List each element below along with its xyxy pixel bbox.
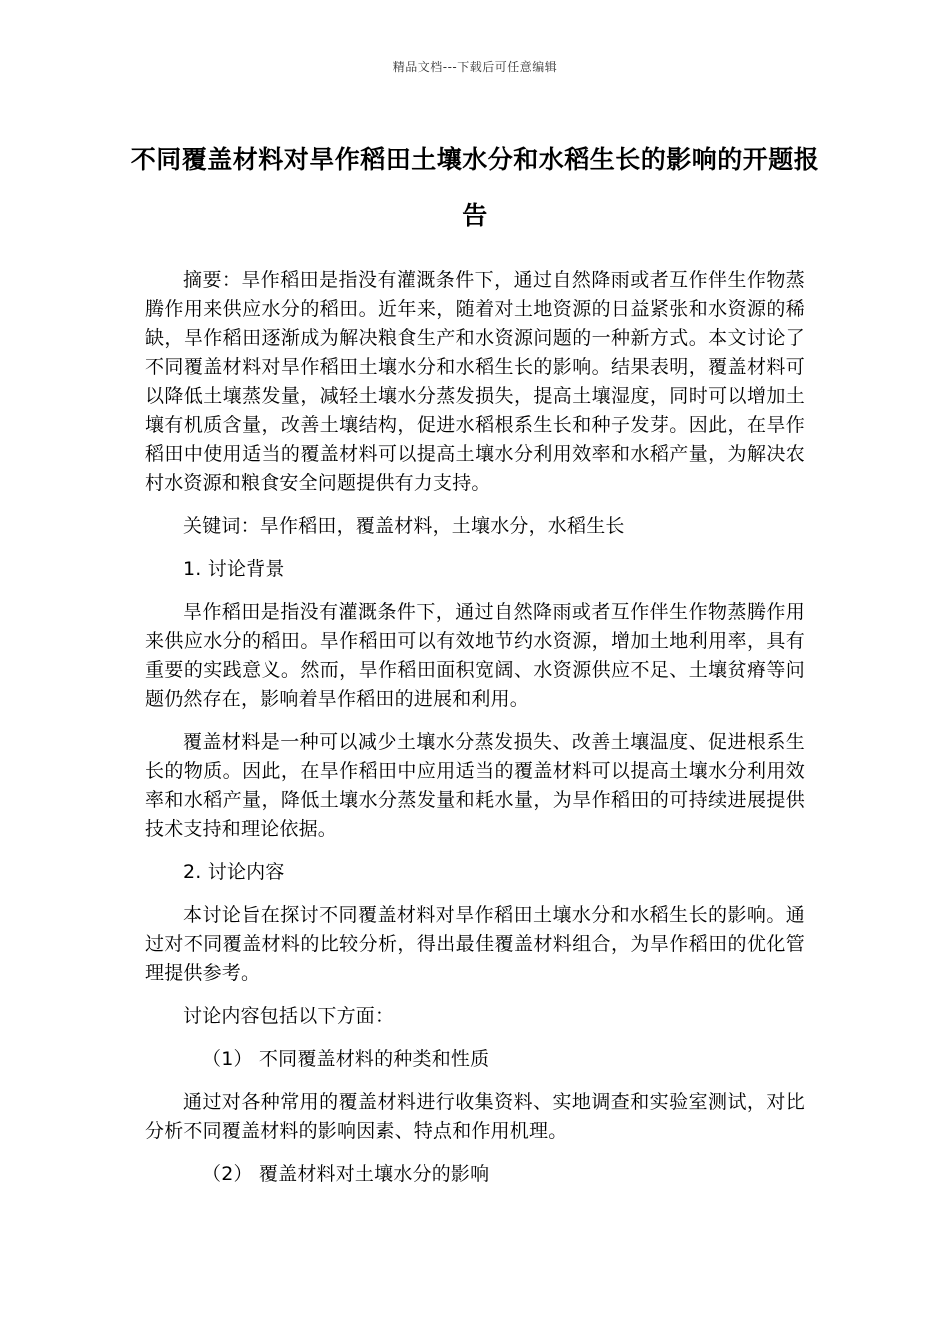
abstract-paragraph: 摘要：旱作稻田是指没有灌溉条件下，通过自然降雨或者互作伴生作物蒸腾作用来供应水分的稻田。近年来，随着对土地资源的日益紧张和水资源的稀缺，旱作稻田逐渐成为解决粮食生产和水资源问题的一种新方式。本文讨论了不同覆盖材料对旱作稻田土壤水分和水稻生长的影响。结果表明，覆盖材料可以降低土壤蒸发量，减轻土壤水分蒸发损失，提高土壤湿度，同时可以增加土壤有机质含量，改善土壤结构，促进水稻根系生长和种子发芽。因此，在旱作稻田中使用适当的覆盖材料可以提高土壤水分利用效率和水稻产量，为解决农村水资源和粮食安全问题提供有力支持。 [145,269,805,494]
subsection-heading-1: （1） 不同覆盖材料的种类和性质 [202,1048,490,1070]
content-paragraph-2: 讨论内容包括以下方面： [183,1005,395,1027]
document-title: 不同覆盖材料对旱作稻田土壤水分和水稻生长的影响的开题报告 [130,145,820,230]
background-paragraph-2: 覆盖材料是一种可以减少土壤水分蒸发损失、改善土壤温度、促进根系生长的物质。因此，在旱作稻田中应用适当的覆盖材料可以提高土壤水分利用效率和水稻产量，降低土壤水分蒸发量和耗水量，为旱作稻田的可持续进展提供技术支持和理论依据。 [145,731,805,840]
content-paragraph-1: 本讨论旨在探讨不同覆盖材料对旱作稻田土壤水分和水稻生长的影响。通过对不同覆盖材料的比较分析，得出最佳覆盖材料组合，为旱作稻田的优化管理提供参考。 [145,904,805,984]
subsection-heading-2: （2） 覆盖材料对土壤水分的影响 [202,1163,490,1185]
section-heading-background: 1. 讨论背景 [183,558,285,580]
header-note: 精品文档---下载后可任意编辑 [392,60,558,74]
section-heading-content: 2. 讨论内容 [183,861,285,883]
document-body [145,266,805,1203]
keywords-paragraph: 关键词：旱作稻田，覆盖材料，土壤水分，水稻生长 [183,515,625,537]
background-paragraph-1: 旱作稻田是指没有灌溉条件下，通过自然降雨或者互作伴生作物蒸腾作用来供应水分的稻田。旱作稻田可以有效地节约水资源，增加土地利用率，具有重要的实践意义。然而，旱作稻田面积宽阔、水资源供应不足、土壤贫瘠等问题仍然存在，影响着旱作稻田的进展和利用。 [145,601,805,710]
subsection-1-paragraph: 通过对各种常用的覆盖材料进行收集资料、实地调查和实验室测试，对比分析不同覆盖材料的影响因素、特点和作用机理。 [145,1091,805,1142]
